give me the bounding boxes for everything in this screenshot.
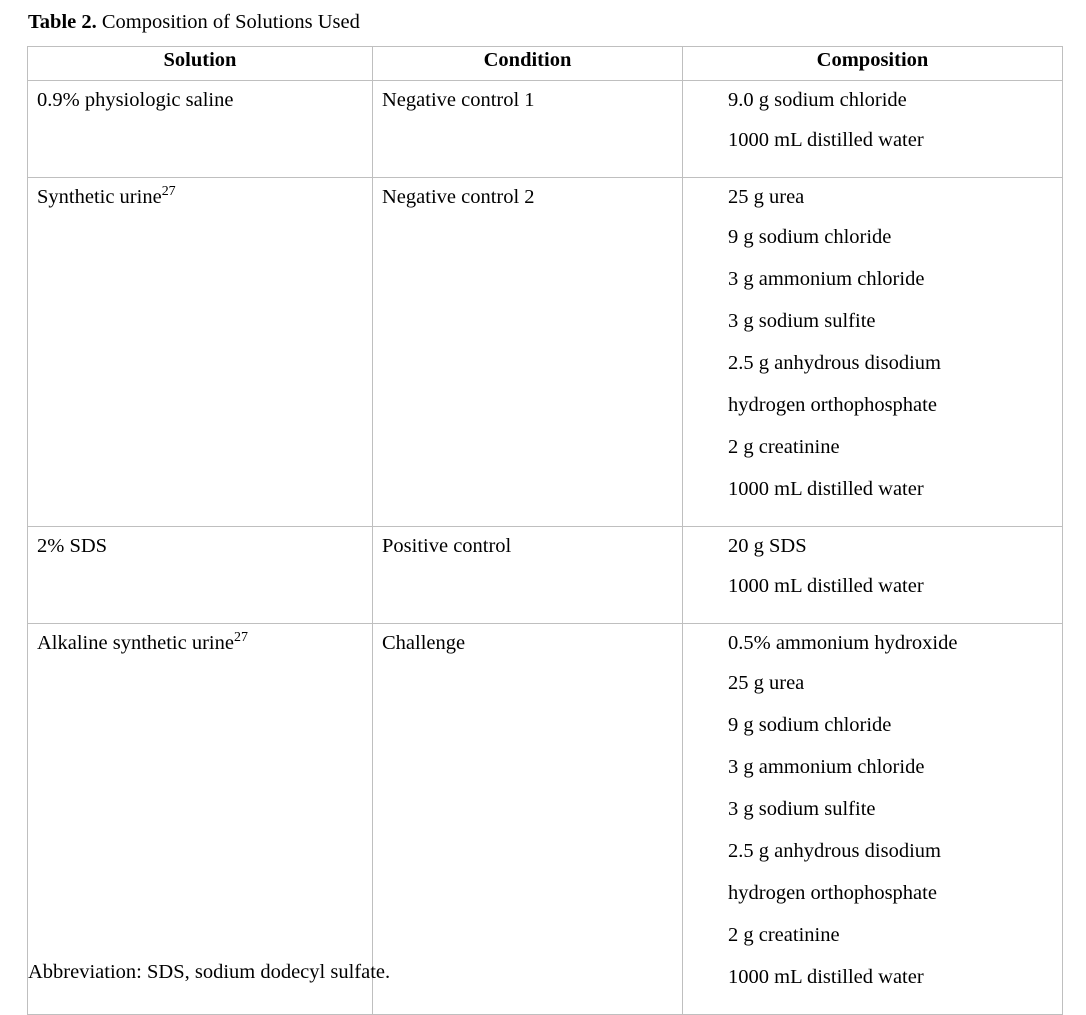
cell-condition <box>373 81 683 178</box>
composition-item: 3 g sodium sulfite <box>728 798 876 820</box>
table-body <box>28 81 1063 1015</box>
composition-item: 2 g creatinine <box>728 436 840 458</box>
cell-composition <box>683 527 1063 624</box>
solution-name: Alkaline synthetic urine <box>37 632 234 654</box>
composition-item: 3 g sodium sulfite <box>728 310 876 332</box>
column-header-solution: Solution <box>28 47 373 81</box>
condition-name: Positive control <box>382 535 512 557</box>
composition-item: hydrogen orthophosphate <box>728 882 937 904</box>
solutions-composition-table <box>27 46 1063 1015</box>
cell-solution <box>28 178 373 527</box>
table-row <box>28 81 1063 178</box>
composition-item: hydrogen orthophosphate <box>728 394 937 416</box>
composition-item: 1000 mL distilled water <box>728 129 924 151</box>
table-caption-label: Table 2. <box>28 11 97 33</box>
column-header-condition: Condition <box>373 47 683 81</box>
composition-item: 1000 mL distilled water <box>728 575 924 597</box>
cell-composition <box>683 178 1063 527</box>
cell-solution <box>28 624 373 1015</box>
table-row <box>28 178 1063 527</box>
composition-item: 2 g creatinine <box>728 924 840 946</box>
composition-item: 2.5 g anhydrous disodium <box>728 840 941 862</box>
composition-item: 3 g ammonium chloride <box>728 756 925 778</box>
composition-item: 25 g urea <box>728 186 805 208</box>
composition-item: 9 g sodium chloride <box>728 714 892 736</box>
table-header-row <box>28 47 1063 81</box>
cell-condition <box>373 527 683 624</box>
composition-item: 25 g urea <box>728 672 805 694</box>
condition-name: Challenge <box>382 632 466 654</box>
reference-superscript: 27 <box>233 630 248 646</box>
cell-condition <box>373 624 683 1015</box>
table-footnote: Abbreviation: SDS, sodium dodecyl sulfate. <box>28 961 391 983</box>
cell-condition <box>373 178 683 527</box>
column-header-composition: Composition <box>683 47 1063 81</box>
composition-item: 0.5% ammonium hydroxide <box>728 632 958 654</box>
composition-item: 3 g ammonium chloride <box>728 268 925 290</box>
reference-superscript: 27 <box>161 184 176 200</box>
condition-name: Negative control 1 <box>382 89 535 111</box>
composition-item: 9.0 g sodium chloride <box>728 89 907 111</box>
cell-solution <box>28 81 373 178</box>
cell-composition <box>683 624 1063 1015</box>
cell-solution <box>28 527 373 624</box>
table-header <box>28 47 1063 81</box>
table-row <box>28 527 1063 624</box>
solution-name: Synthetic urine <box>37 186 162 208</box>
solution-name: 0.9% physiologic saline <box>37 89 234 111</box>
table-caption-text: Composition of Solutions Used <box>96 11 360 33</box>
composition-item: 2.5 g anhydrous disodium <box>728 352 941 374</box>
composition-item: 20 g SDS <box>728 535 807 557</box>
table-row <box>28 624 1063 1015</box>
table-caption <box>28 8 360 36</box>
composition-item: 1000 mL distilled water <box>728 966 924 988</box>
cell-composition <box>683 81 1063 178</box>
solution-name: 2% SDS <box>37 535 108 557</box>
composition-item: 9 g sodium chloride <box>728 226 892 248</box>
composition-item: 1000 mL distilled water <box>728 478 924 500</box>
condition-name: Negative control 2 <box>382 186 535 208</box>
